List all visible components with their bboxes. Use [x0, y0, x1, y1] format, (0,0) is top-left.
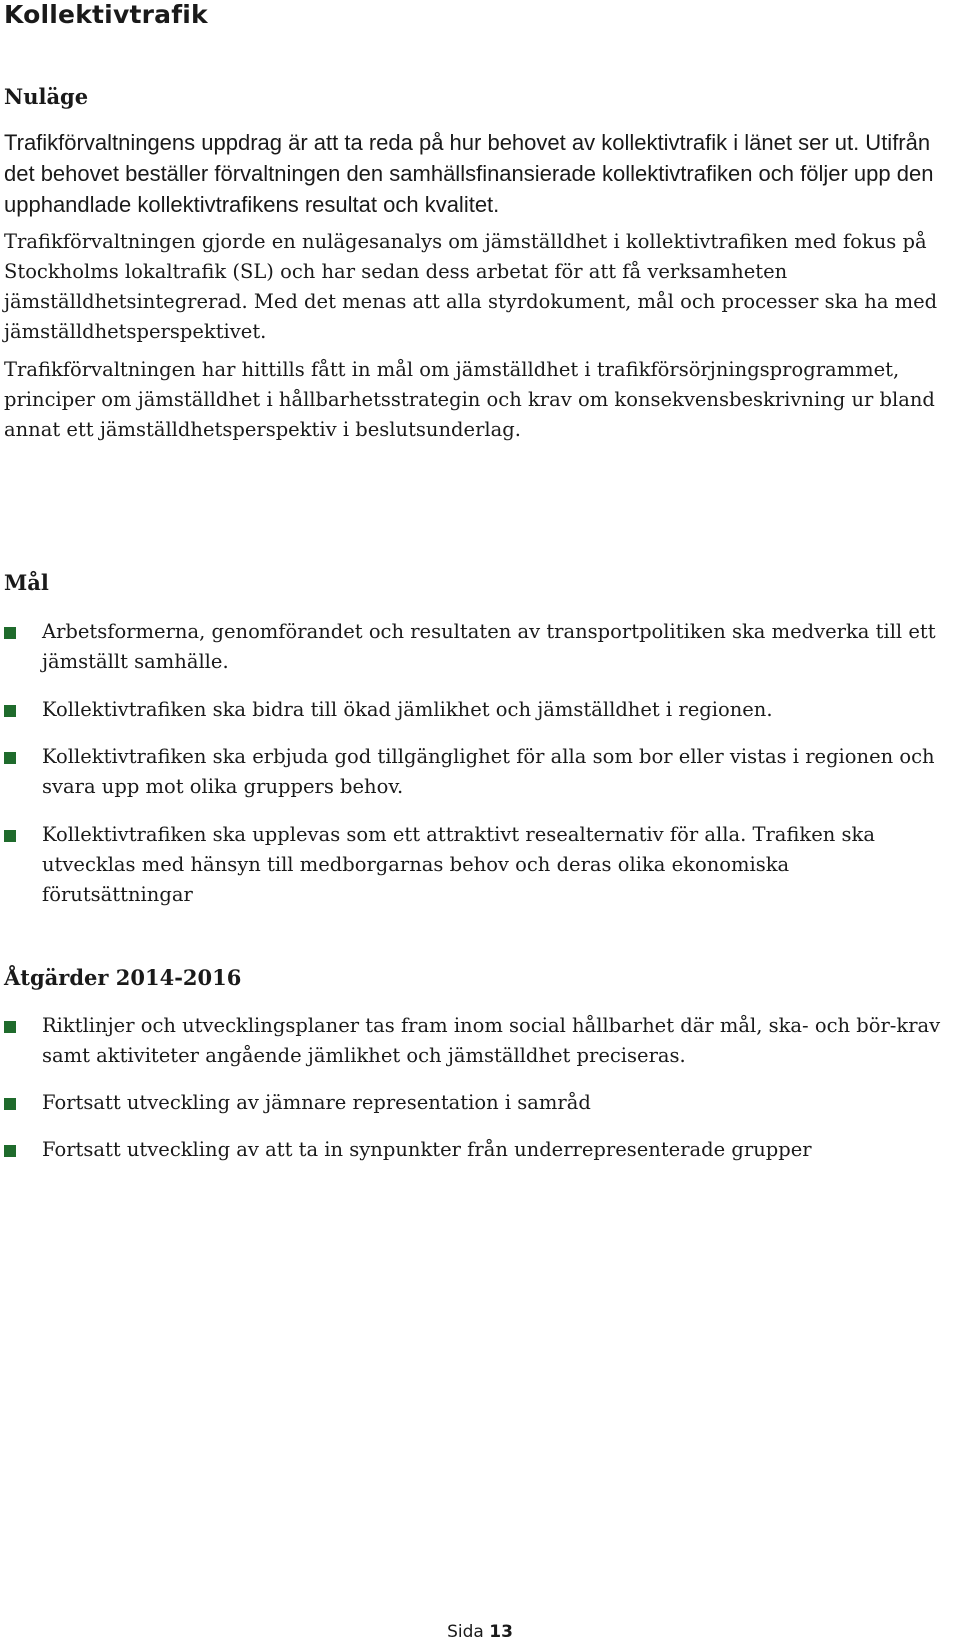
- square-bullet-icon: [4, 627, 16, 639]
- goal-item: [4, 617, 944, 677]
- document-title: Kollektivtrafik: [4, 0, 208, 29]
- page-label: Sida: [447, 1622, 484, 1642]
- section-atgarder: [4, 965, 944, 1165]
- square-bullet-icon: [4, 705, 16, 717]
- goal-item-text: Kollektivtrafiken ska upplevas som ett attraktivt resealternativ för alla. Trafiken ska utvecklas med hänsyn till medborgarnas behov och deras olika ekonomiska förutsättningar: [42, 823, 875, 906]
- action-item-text: Fortsatt utveckling av jämnare representation i samråd: [42, 1091, 591, 1114]
- square-bullet-icon: [4, 752, 16, 764]
- goal-list: [4, 617, 944, 910]
- action-item: [4, 1088, 944, 1118]
- square-bullet-icon: [4, 830, 16, 842]
- goal-item: [4, 820, 944, 910]
- square-bullet-icon: [4, 1098, 16, 1110]
- section-heading-atgarder: Åtgärder 2014-2016: [4, 965, 242, 990]
- goal-item-text: Arbetsformerna, genomförandet och resultaten av transportpolitiken ska medverka till ett jämställt samhälle.: [42, 620, 936, 673]
- paragraph-nulage-1: Trafikförvaltningens uppdrag är att ta reda på hur behovet av kollektivtrafik i länet ser ut. Utifrån det behovet beställer förvaltningen den samhällsfinansierade kollektivtrafiken och följer upp den upphandlade kollektivtrafikens resultat och kvalitet.: [4, 130, 934, 217]
- paragraph-nulage-3: Trafikförvaltningen har hittills fått in mål om jämställdhet i trafikförsörjningsprogrammet, principer om jämställdhet i hållbarhetsstrategin och krav om konsekvensbeskrivning ur bland annat ett jämställdhetsperspektiv i beslutsunderlag.: [4, 358, 935, 441]
- paragraph-nulage-2: Trafikförvaltningen gjorde en nulägesanalys om jämställdhet i kollektivtrafiken med fokus på Stockholms lokaltrafik (SL) och har sedan dess arbetat för att få verksamheten jämställdhetsintegrerad. Med det menas att alla styrdokument, mål och processer ska ha med jämställdhetsperspektivet.: [4, 230, 938, 343]
- square-bullet-icon: [4, 1145, 16, 1157]
- section-heading-nulage: Nuläge: [4, 84, 89, 109]
- action-list: [4, 1011, 944, 1165]
- action-item-text: Fortsatt utveckling av att ta in synpunkter från underrepresenterade grupper: [42, 1138, 812, 1161]
- section-mal: [4, 570, 944, 910]
- goal-item-text: Kollektivtrafiken ska bidra till ökad jämlikhet och jämställdhet i regionen.: [42, 698, 773, 721]
- goal-item-text: Kollektivtrafiken ska erbjuda god tillgänglighet för alla som bor eller vistas i regionen och svara upp mot olika gruppers behov.: [42, 745, 935, 798]
- action-item-text: Riktlinjer och utvecklingsplaner tas fram inom social hållbarhet där mål, ska- och bör-krav samt aktiviteter angående jämlikhet och jämställdhet preciseras.: [42, 1014, 941, 1067]
- action-item: [4, 1011, 944, 1071]
- action-item: [4, 1135, 944, 1165]
- section-heading-mal: Mål: [4, 570, 49, 595]
- section-nulage: [4, 84, 944, 445]
- page-number: 13: [489, 1622, 513, 1642]
- page-footer: [0, 1621, 960, 1643]
- goal-item: [4, 695, 944, 725]
- square-bullet-icon: [4, 1021, 16, 1033]
- goal-item: [4, 742, 944, 802]
